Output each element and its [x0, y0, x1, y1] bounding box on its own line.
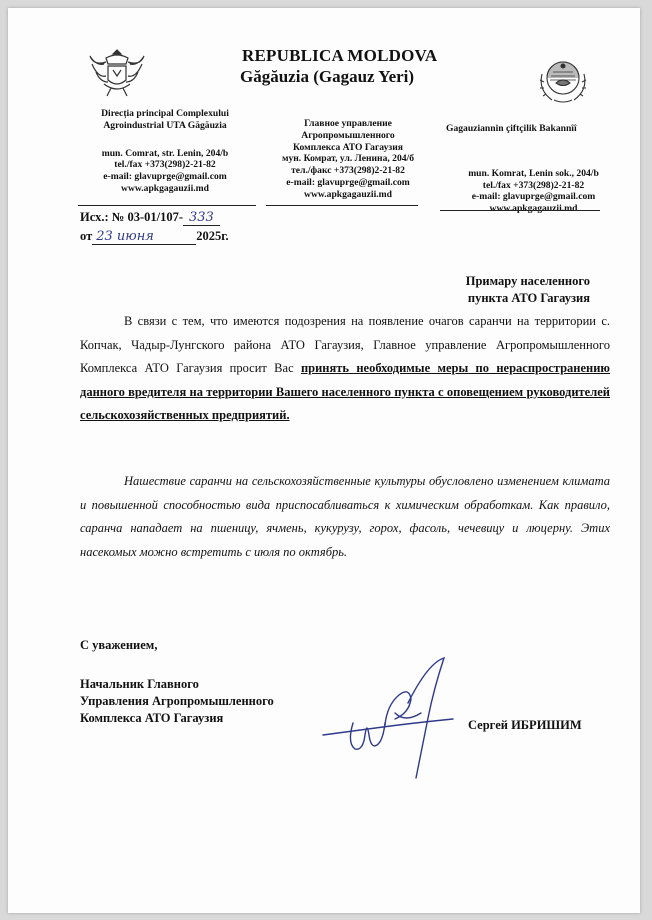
signer-name: Сергей ИБРИШИМ: [468, 718, 582, 732]
closing-regards: С уважением,: [80, 638, 158, 652]
header-subtitle: Găgăuzia (Gagauz Yeri): [240, 67, 415, 86]
gagauzia-emblem-icon: [534, 52, 592, 108]
body-paragraph-1: В связи с тем, что имеются подозрения на появление очагов саранчи на территории с. Копчак, Чадыр-Лунгского района АТО Гагаузия, Главное управление Агропромышленного Комплекса АТО Гагаузия просит Вас принять необходимые меры по нераспространению данного вредителя на территории Вашего населенного пункта с оповещением руководителей сельскохозяйственных предприятий.: [80, 314, 610, 422]
handwritten-date: 23 июня: [92, 229, 196, 245]
letter-page: [8, 8, 640, 913]
header-column-right: [446, 123, 621, 215]
contacts-gagauz: mun. Komrat, Lenin sok., 204/b tel./fax +373(298)2-21-82 e-mail: glavuprge@gmail.com www.apkgagauzii.md: [468, 167, 599, 215]
header-column-middle: [268, 118, 428, 201]
org-name-russian: Главное управление Агропромышленного Комплекса АТО Гагаузия: [293, 118, 403, 153]
signature-icon: [313, 653, 463, 783]
org-name-gagauz: Gagauziannin çiftçilik Bakannîî: [446, 123, 577, 134]
handwritten-number: 333: [183, 210, 220, 226]
header-column-left: [80, 108, 270, 195]
contacts-romanian: mun. Comrat, str. Lenin, 204/b tel./fax +373(298)2-21-82 e-mail: glavuprge@gmail.com www.apkgagauzii.md: [101, 147, 229, 194]
org-name-romanian: Direcția principal Complexului Agroindustrial UTA Găgăuzia: [101, 108, 229, 131]
header-divider-left: [78, 205, 256, 206]
body-paragraph-2: Нашествие саранчи на сельскохозяйственные культуры обусловлено изменением климата и повышенной способностью вида приспосабливаться к химическим обработкам. Как правило, саранча нападает на пшеницу, ячмень, кукурузу, горох, фасоль, чечевицу и люцерну. Этих насекомых можно встретить с июля по октябрь.: [80, 474, 610, 559]
signer-title: Начальник Главного Управления Агропромышленного Комплекса АТО Гагаузия: [80, 677, 274, 725]
outgoing-number: Исх.: № 03-01/107- 333: [80, 210, 220, 225]
outgoing-date: от 23 июня 2025г.: [80, 229, 229, 244]
contacts-russian: мун. Комрат, ул. Ленина, 204/б тел./факс +373(298)2-21-82 e-mail: glavuprge@gmail.com www.apkgagauzii.md: [281, 153, 415, 200]
body-paragraph-1-emphasis: принять необходимые меры по нераспространению данного вредителя на территории Вашего населенного пункта с оповещением руководителей сельскохозяйственных предприятий.: [80, 361, 610, 422]
header-divider-middle: [266, 205, 418, 206]
header-title: REPUBLICA MOLDOVA: [242, 46, 438, 65]
addressee: Примару населенного пункта АТО Гагаузия: [465, 274, 590, 305]
moldova-coat-of-arms-icon: [86, 44, 148, 100]
header-divider-right: [440, 210, 600, 211]
